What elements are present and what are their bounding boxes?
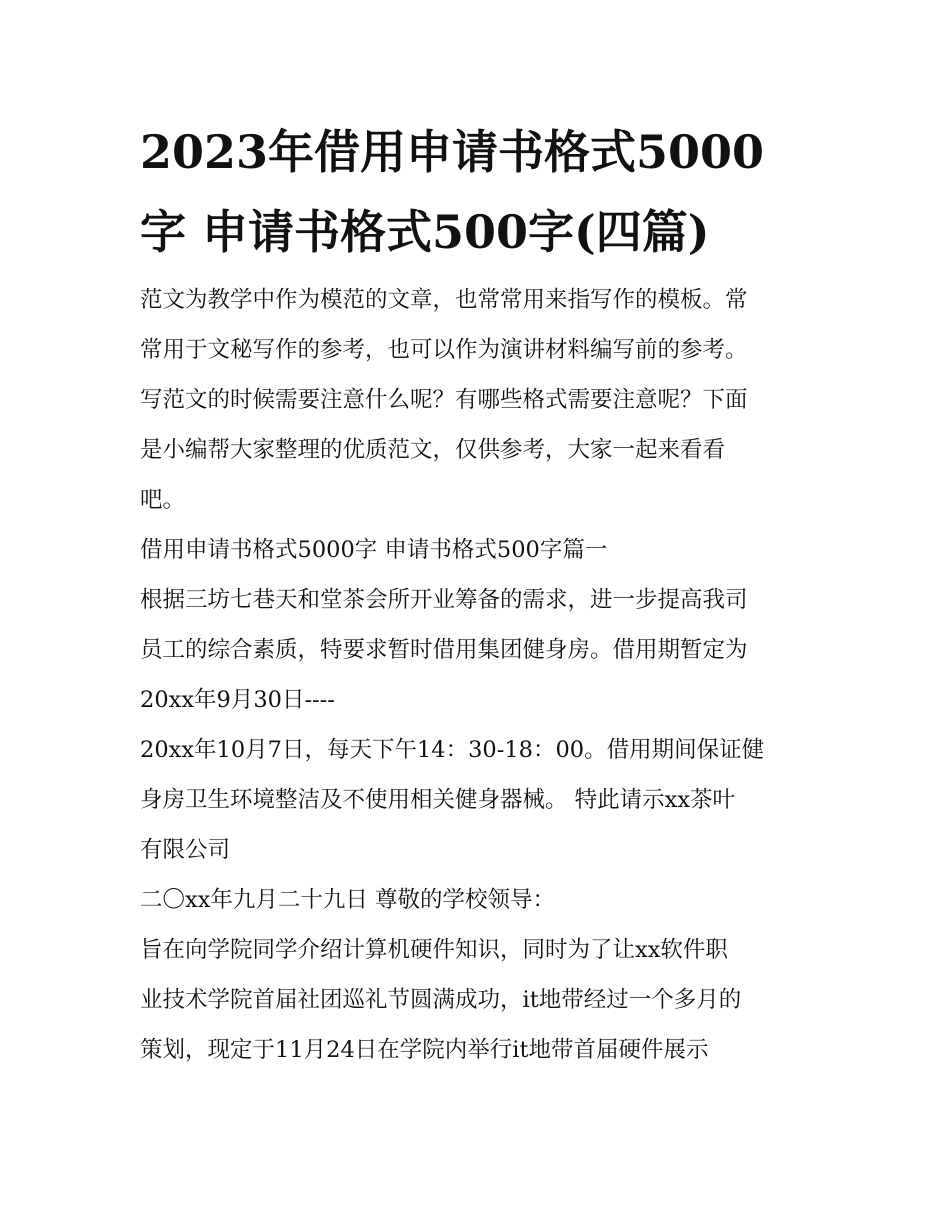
text-line: 范文为教学中作为模范的文章，也常常用来指写作的模板。常	[140, 287, 748, 313]
text-line: 员工的综合素质，特要求暂时借用集团健身房。借用期暂定为	[140, 637, 748, 663]
text-line: 写范文的时候需要注意什么呢？有哪些格式需要注意呢？下面	[140, 387, 748, 413]
text-line: 20xx年9月30日----	[140, 687, 335, 713]
text-line: 是小编帮大家整理的优质范文，仅供参考，大家一起来看看	[140, 437, 726, 463]
text-line: 有限公司	[140, 837, 231, 863]
text-line: 身房卫生环境整洁及不使用相关健身器械。 特此请示xx茶叶	[140, 787, 736, 813]
text-line: 20xx年10月7日，每天下午14：30-18：00。借用期间保证健	[140, 737, 765, 763]
text-line: 业技术学院首届社团巡礼节圆满成功，it地带经过一个多月的	[140, 987, 742, 1013]
text-line: 吧。	[140, 487, 186, 513]
document-body	[140, 282, 820, 1082]
text-line: 根据三坊七巷天和堂茶会所开业筹备的需求，进一步提高我司	[140, 587, 748, 613]
text-line: 旨在向学院同学介绍计算机硬件知识，同时为了让xx软件职	[140, 937, 728, 963]
document-title	[140, 112, 820, 272]
text-line: 常用于文秘写作的参考，也可以作为演讲材料编写前的参考。	[140, 337, 748, 363]
title-line-1: 2023年借用申请书格式5000	[140, 125, 765, 179]
text-line: 策划，现定于11月24日在学院内举行it地带首届硬件展示	[140, 1037, 709, 1063]
section-heading: 借用申请书格式5000字 申请书格式500字篇一	[140, 537, 608, 563]
text-line: 二〇xx年九月二十九日 尊敬的学校领导：	[140, 887, 556, 913]
title-line-2: 字 申请书格式500字(四篇)	[140, 205, 710, 259]
